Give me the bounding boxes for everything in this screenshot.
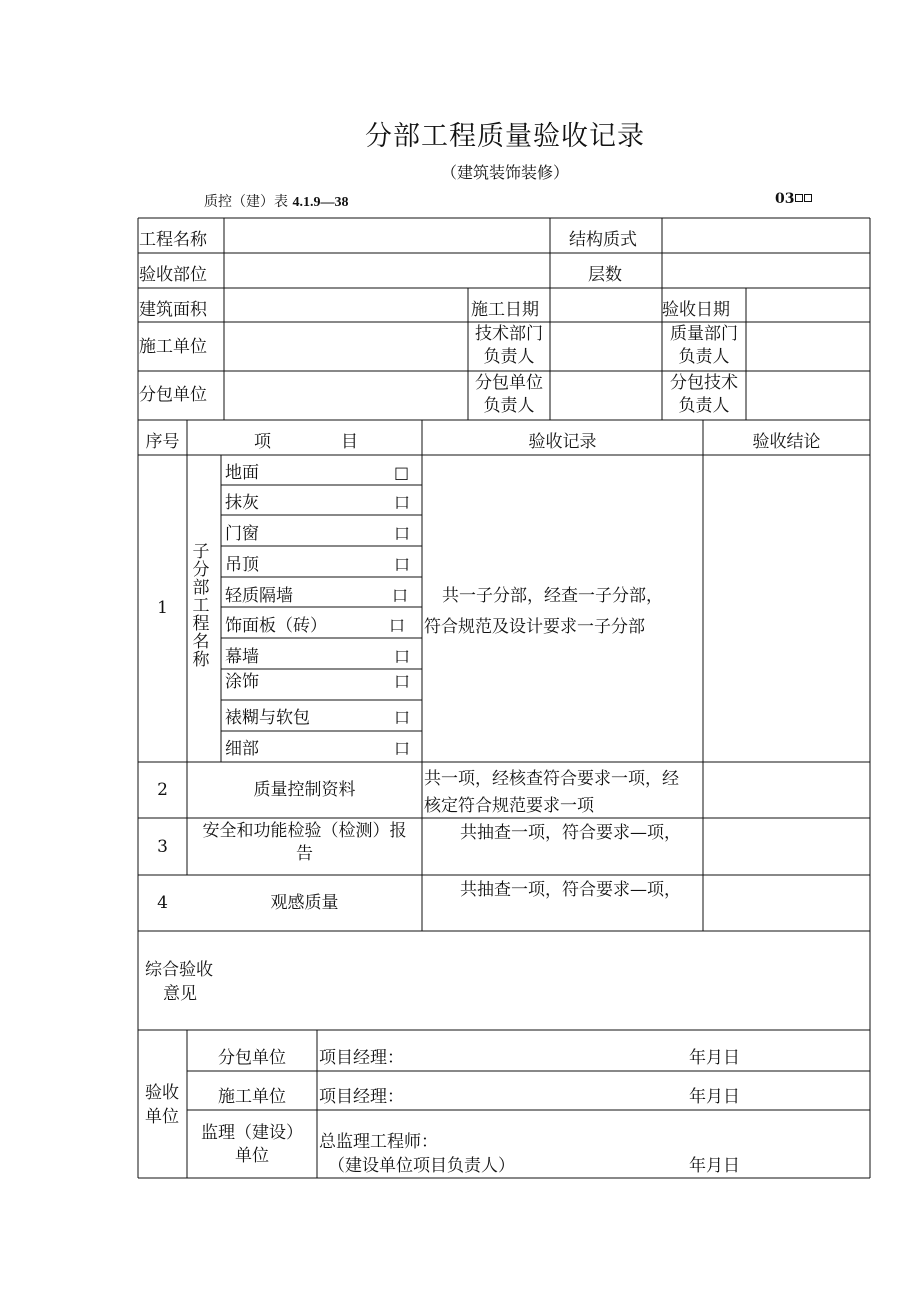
row4-seq: 4: [157, 893, 168, 913]
row3-record: 共抽查一项，符合要求—项，: [460, 823, 681, 843]
label-sub-tech-person-line1: 分包技术: [670, 373, 738, 393]
row1-seq: 1: [157, 598, 168, 618]
subitem-name: 细部: [225, 739, 259, 759]
sign-sub-unit-pm: 项目经理：: [319, 1048, 404, 1068]
checkbox-icon[interactable]: 口: [389, 616, 406, 635]
document-title: 分部工程质量验收记录: [365, 121, 645, 152]
sign-owner-pm: （建设单位项目负责人）: [328, 1156, 515, 1176]
checkbox-icon[interactable]: 口: [394, 647, 411, 666]
row4-record: 共抽查一项，符合要求—项，: [460, 880, 681, 900]
document-subtitle: （建筑装饰装修）: [440, 163, 569, 182]
label-structure-type: 结构质式: [569, 230, 637, 250]
label-building-area: 建筑面积: [139, 300, 207, 320]
label-floors: 层数: [588, 265, 622, 285]
form-number: [204, 191, 348, 211]
row2-item: 质量控制资料: [253, 780, 356, 800]
subitem-name: 幕墙: [225, 647, 259, 667]
form-number-value: 4.1.9—38: [292, 195, 349, 210]
label-tech-dept-line1: 技术部门: [475, 324, 543, 344]
label-quality-dept-line2: 负责人: [678, 347, 730, 367]
label-acceptance-part: 验收部位: [139, 265, 207, 285]
sign-construction-unit-pm: 项目经理：: [319, 1087, 404, 1107]
sign-supervision-date: 年月日: [689, 1156, 740, 1176]
vertical-char: 程: [192, 614, 210, 634]
row3-seq: 3: [157, 837, 168, 857]
row2-record-line1: 共一项，经核查符合要求一项，经: [424, 769, 679, 789]
checkbox-icon[interactable]: □: [394, 463, 410, 482]
sign-supervision-unit: [187, 1122, 317, 1168]
sign-sub-unit: 分包单位: [218, 1048, 286, 1068]
row1-vertical-label: [192, 543, 210, 669]
subitem-name: 裱糊与软包: [225, 708, 310, 728]
label-sub-tech-person-line2: 负责人: [678, 396, 730, 416]
checkbox-icon[interactable]: 口: [394, 524, 411, 543]
column-conclusion: 验收结论: [752, 432, 821, 452]
vertical-char: 分: [192, 560, 210, 580]
column-item-b: 目: [341, 432, 358, 452]
label-construction-unit: 施工单位: [139, 337, 207, 357]
sign-sub-unit-date: 年月日: [689, 1048, 740, 1068]
label-construction-date: 施工日期: [471, 300, 539, 320]
subitem-name: 地面: [225, 463, 259, 483]
sign-construction-unit: 施工单位: [218, 1087, 286, 1107]
row2-record-line2: 核定符合规范要求一项: [424, 796, 594, 816]
subitem-name: 吊顶: [225, 555, 259, 575]
label-tech-dept-line2: 负责人: [483, 347, 535, 367]
label-sub-unit-person-line1: 分包单位: [475, 373, 543, 393]
sign-group-line1: 验收: [145, 1083, 179, 1103]
row3-item: [187, 820, 422, 866]
vertical-char: 工: [192, 596, 210, 616]
checkbox-icon[interactable]: 口: [394, 708, 411, 727]
column-item-a: 项: [254, 432, 271, 452]
checkbox-icon[interactable]: 口: [394, 555, 411, 574]
form-code-value: 03: [775, 191, 795, 207]
vertical-char: 名: [192, 632, 210, 652]
column-record: 验收记录: [528, 432, 597, 452]
subitem-name: 涂饰: [225, 672, 259, 692]
code-box-icon: [804, 194, 812, 202]
row4-item: 观感质量: [270, 893, 339, 913]
subitem-name: 抹灰: [225, 493, 259, 513]
vertical-char: 称: [192, 650, 210, 670]
label-sub-tech-person: [662, 372, 746, 418]
row1-record-line1: 共一子分部，经查一子分部，: [442, 586, 663, 606]
subitem-name: 饰面板（砖）: [225, 616, 327, 636]
form-code: [775, 191, 812, 207]
overall-label-line1: 综合验收: [145, 960, 213, 980]
checkbox-icon[interactable]: 口: [394, 493, 411, 512]
label-sub-unit-person-line2: 负责人: [483, 396, 535, 416]
label-quality-dept-line1: 质量部门: [670, 324, 738, 344]
sign-supervision-line1: 监理（建设）: [201, 1123, 303, 1143]
label-quality-dept: [662, 323, 746, 369]
form-number-prefix: 质控（建）表: [204, 194, 288, 210]
label-tech-dept: [468, 323, 550, 369]
sign-construction-unit-date: 年月日: [689, 1087, 740, 1107]
checkbox-icon[interactable]: 口: [394, 739, 411, 758]
vertical-char: 子: [192, 542, 210, 562]
sign-supervision-line2: 单位: [235, 1146, 269, 1166]
row2-seq: 2: [157, 780, 168, 800]
row1-record-line2: 符合规范及设计要求一子分部: [424, 617, 645, 637]
label-sub-unit-person: [468, 372, 550, 418]
label-subcontract-unit: 分包单位: [139, 385, 207, 405]
subitem-name: 轻质隔墙: [225, 586, 293, 606]
vertical-char: 部: [192, 578, 210, 598]
subitem-name: 门窗: [225, 524, 259, 544]
code-box-icon: [795, 194, 803, 202]
label-project-name: 工程名称: [139, 230, 207, 250]
row3-item-line2: 告: [296, 844, 313, 864]
row3-item-line1: 安全和功能检验（检测）报: [202, 821, 407, 841]
checkbox-icon[interactable]: 口: [394, 672, 411, 691]
column-seq: 序号: [145, 432, 180, 452]
sign-chief-supervisor: 总监理工程师：: [319, 1132, 438, 1152]
sign-group-line2: 单位: [145, 1107, 179, 1127]
label-acceptance-date: 验收日期: [662, 300, 730, 320]
checkbox-icon[interactable]: 口: [392, 586, 409, 605]
overall-label-line2: 意见: [163, 984, 197, 1004]
